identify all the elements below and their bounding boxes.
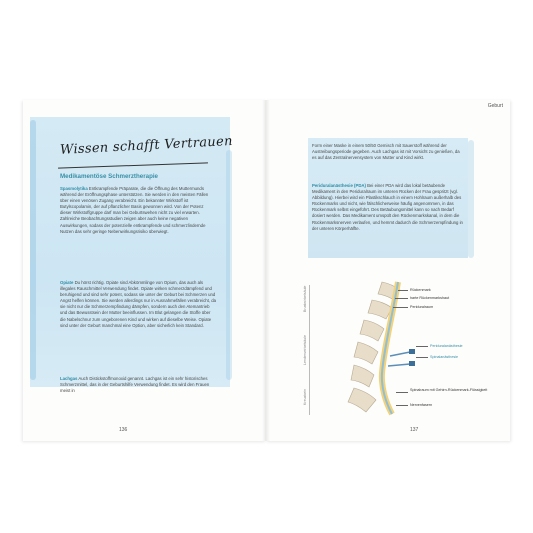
page-number-left: 136 [119, 427, 128, 433]
term: Spasmolytika [60, 186, 88, 191]
figure-label: Periduralanästhesie [430, 344, 463, 348]
figure-label: Spinalanästhesie [430, 355, 459, 359]
catheter-hub [409, 349, 415, 354]
leader-line [416, 357, 428, 358]
paragraph-text: Du hörst richtig. Opiate sind Abkömmlinge von Opium, das auch als illegales Rauschmittel Verwendung findet. Opiate wirken schmerzdämpfend und beruhigend und sind sehr potent, sodass sie unter der Geburt bei Schmerzen und Angst helfen können. Sie werden allerdings nur in Ausnahmefällen verabreicht, da sie nicht nur die Schmerzempfindung dämpfen, sondern auch den Atemantrieb und das Bewusstsein der Mutter beeinflussen. Im Blut gelangen die Stoffe über die Nabelschnur zum ungeborenen Kind und wirken auf dieselbe Weise. Opiate sind unter der Geburt manchmal eine Option, aber sicherlich kein Standard. [60, 280, 216, 328]
leader-line [396, 405, 408, 406]
pda-catheter [390, 352, 410, 356]
figure-label: harte Rückenmarkshaut [410, 296, 450, 300]
intro-paragraph: Form einer Maske in einem 50/50 Gemisch mit Sauerstoff während der Austreibungsperiode gegeben. Auch Lachgas ist mit Vorsicht zu genießen, da es auf das Zentralnervensystem von Mutter und Kind wirkt. [312, 143, 460, 161]
leader-line [393, 307, 408, 308]
page-number-right: 137 [410, 427, 419, 433]
spine-region-label: Kreuzbein [303, 388, 307, 405]
book-gutter [262, 100, 270, 441]
term: Opiate [60, 280, 74, 285]
term: Lachgas [60, 376, 78, 381]
paragraph-opiate [60, 280, 216, 329]
paragraph-text: Auch Distickstoffmonoxid genannt. Lachgas ist ein sehr historisches Schmerzmittel, das in der Geburtshilfe Verwendung findet. Es wird den Frauen meist in [60, 376, 210, 394]
leader-line [395, 298, 408, 299]
spinal-needle [388, 364, 410, 366]
paragraph-spasmolytika [60, 186, 216, 235]
section-heading: Medikamentöse Schmerztherapie [60, 173, 159, 180]
figure-label: Nervenfasern [410, 403, 433, 407]
leader-line [398, 290, 408, 291]
figure-label: Spinalraum mit Gehirn-Rückenmark-Flüssigkeit [410, 388, 488, 392]
needle-hub [409, 361, 415, 366]
watercolor-stroke [468, 140, 474, 258]
running-header: Geburt [487, 103, 503, 109]
region-divider [309, 285, 310, 415]
watercolor-stroke [30, 120, 36, 380]
figure-label: Periduralraum [410, 305, 434, 309]
spine-region-label: Lendenwirbelsäule [303, 335, 307, 365]
handwritten-title: Wissen schafft Vertrauen [59, 133, 234, 158]
figure-label: Rückenmark [410, 288, 431, 292]
paragraph-pda [312, 183, 464, 232]
paragraph-lachgas [60, 376, 216, 394]
spine-illustration [312, 278, 502, 418]
watercolor-stroke [226, 150, 232, 380]
paragraph-text: Bei einer PDA wird das lokal betäubende Medikament in den Periduralraum im unteren Rücken der Frau gespritzt (vgl. Abbildung). Hierbei wird ein Plastikschlauch in einem Hohlraum außerhalb des Rückenmarks und nicht, wie fälschlicherweise häufig angenommen, in das Rückenmark selbst eingeführt. Des Betäubungsmittel kann so nach Bedarf dosiert werden. Das Medikament umspült den Rückenmarkskanal, in dem die Rückenmarksnerven verlaufen, und hemmt dadurch die Schmerzempfindung in der unteren Körperhälfte. [312, 183, 463, 231]
leader-line [396, 392, 408, 393]
spine-region-label: Brustwirbelsäule [303, 285, 307, 312]
paragraph-text: Entkrampfende Präparate, die die Öffnung des Muttermunds während der Eröffnungsphase unterstützen. Sie werden in den meisten Fällen über einen venösen Zugang verabreicht. Ein bekannter Wirkstoff ist Butylscopolamin, der auf pflanzlicher Basis gewonnen wird. Von der Potenz dieser Wirkstoffgruppe darf man bei Geburtswehen nicht zu viel erwarten. Zahlreiche Beobachtungsstudien zeigen aber auch keine negativen Auswirkungen, sodass der potenzielle entkrampfende und schmerzlindernde Nutzen das sehr geringe Nebenwirkungsrisiko überwiegt. [60, 186, 209, 234]
leader-line [416, 346, 428, 347]
term: Periduralanästhesie (PDA) [312, 183, 366, 188]
